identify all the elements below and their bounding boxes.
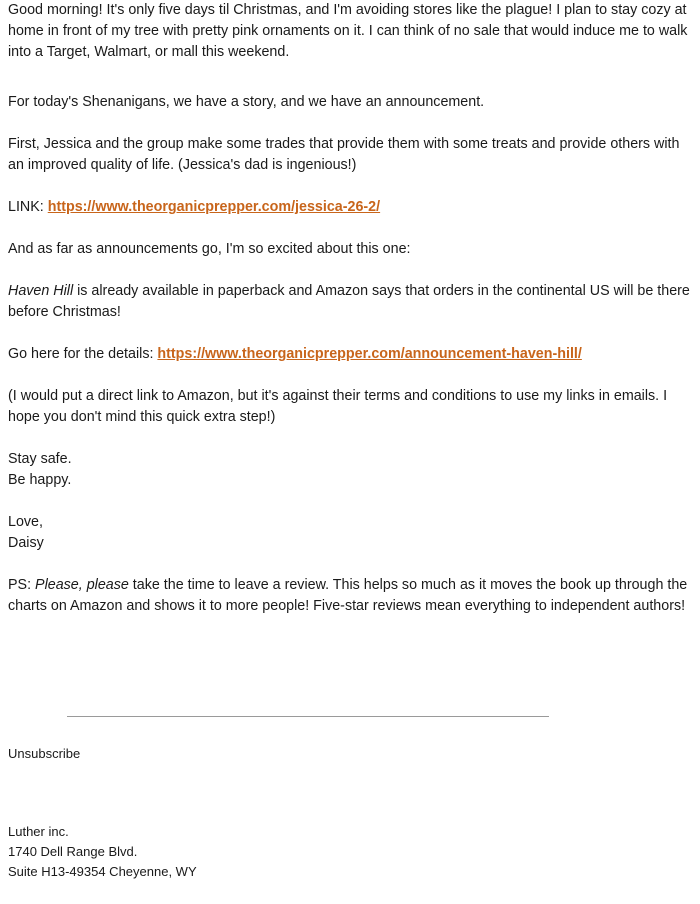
ps-text: take the time to leave a review. This helps so much as it moves the book up through the charts on Amazon and shows it to more people! Five-star reviews mean everything to independent authors! — [8, 577, 688, 614]
intro-paragraph: For today's Shenanigans, we have a story, and we have an announcement. — [8, 94, 485, 110]
closing-line: Love, — [8, 514, 43, 530]
story-link-paragraph — [8, 197, 696, 218]
book-title: Haven Hill — [8, 283, 74, 299]
footer-company: Luther inc. — [8, 824, 69, 839]
amazon-note-paragraph: (I would put a direct link to Amazon, but it's against their terms and conditions to use my links in emails. I hope you don't mind this quick extra step!) — [8, 388, 668, 425]
ps-paragraph — [8, 575, 696, 617]
be-happy-line: Be happy. — [8, 472, 72, 488]
unsubscribe-link[interactable]: Unsubscribe — [8, 746, 81, 761]
story-paragraph: First, Jessica and the group make some trades that provide them with some treats and provide others with an improved quality of life. (Jessica's dad is ingenious!) — [8, 136, 680, 173]
ps-label: PS: — [8, 577, 36, 593]
footer-unsubscribe-row — [8, 744, 696, 764]
signature: Daisy — [8, 535, 44, 551]
story-link-label: LINK: — [8, 199, 48, 215]
details-link[interactable]: https://www.theorganicprepper.com/announcement-haven-hill/ — [157, 346, 582, 362]
details-link-paragraph — [8, 344, 696, 365]
ps-emphasis: Please, please — [35, 577, 129, 593]
announcement-intro-paragraph: And as far as announcements go, I'm so excited about this one: — [8, 241, 411, 257]
greeting-paragraph: Good morning! It's only five days til Christmas, and I'm avoiding stores like the plague! I plan to stay cozy at home in front of my tree with pretty pink ornaments on it. I can think of no sale that would induce me to walk into a Target, Walmart, or mall this weekend. — [8, 2, 688, 60]
stay-safe-line: Stay safe. — [8, 451, 72, 467]
story-link[interactable]: https://www.theorganicprepper.com/jessica-26-2/ — [47, 199, 381, 215]
book-availability-text: is already available in paperback and Amazon says that orders in the continental US will be there before Christmas! — [8, 283, 690, 320]
footer-address-line2: Suite H13-49354 Cheyenne, WY — [8, 864, 197, 879]
footer-divider — [67, 716, 549, 717]
details-link-label: Go here for the details: — [8, 346, 158, 362]
book-paragraph — [8, 281, 696, 323]
footer-address-line1: 1740 Dell Range Blvd. — [8, 844, 138, 859]
